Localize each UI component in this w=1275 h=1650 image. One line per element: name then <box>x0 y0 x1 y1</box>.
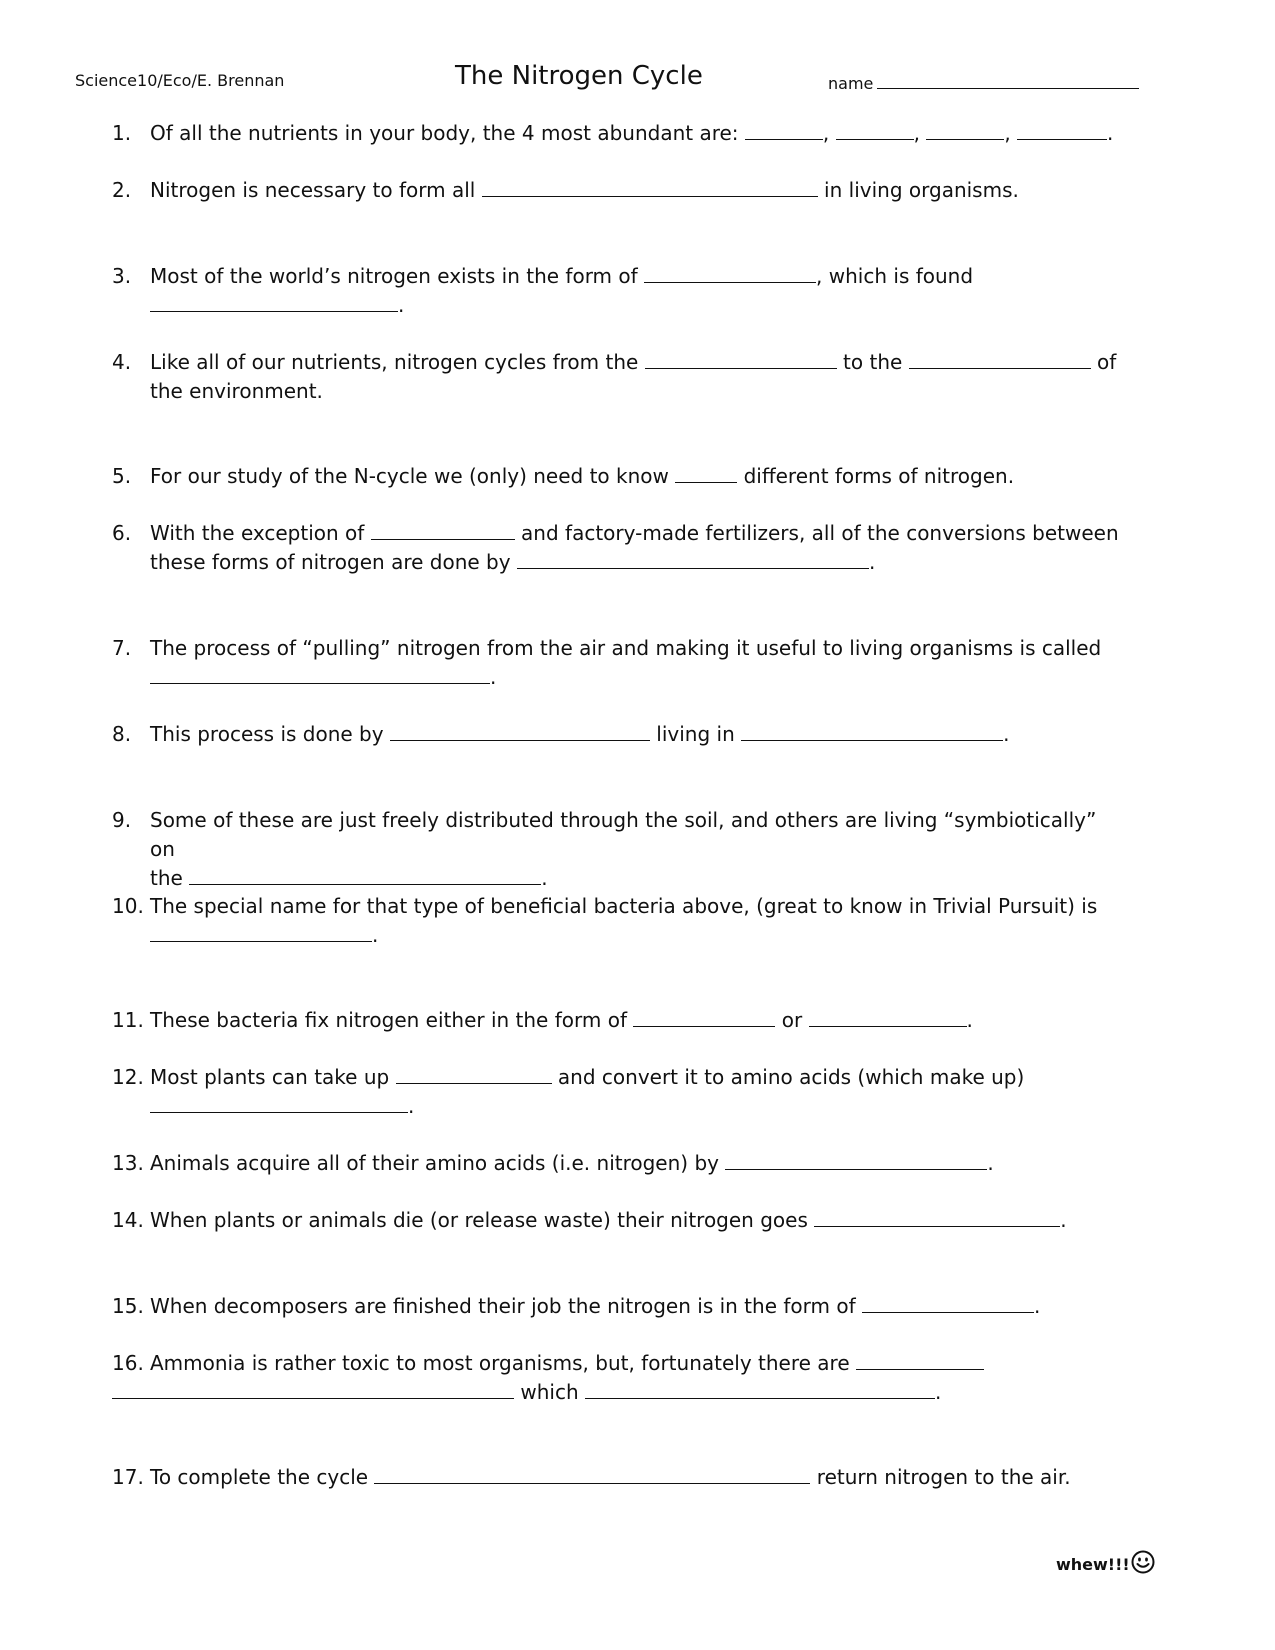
question-text: When plants or animals die (or release waste) their nitrogen goes <box>150 1208 815 1232</box>
question-text: , <box>1004 121 1018 145</box>
question-text: Of all the nutrients in your body, the 4 most abundant are: <box>150 121 745 145</box>
question-text: which <box>514 1380 585 1404</box>
question-number: 9. <box>112 808 132 832</box>
question-text: These bacteria fix nitrogen either in the form of <box>150 1008 634 1032</box>
question-text: . <box>490 665 497 689</box>
question-text: and factory-made fertilizers, all of the conversions between <box>514 521 1119 545</box>
question-text: Most plants can take up <box>150 1065 396 1089</box>
question-text: the <box>150 866 190 890</box>
question-text: , which is found <box>816 264 974 288</box>
answer-blank[interactable] <box>909 348 1091 369</box>
answer-blank[interactable] <box>150 921 372 942</box>
question-number: 4. <box>112 350 132 374</box>
question-number: 2. <box>112 178 132 202</box>
question-text: . <box>934 1380 942 1404</box>
name-label: name <box>828 74 874 93</box>
question-text: To complete the cycle <box>150 1465 375 1489</box>
question-text: Nitrogen is necessary to form all <box>150 178 482 202</box>
question-number: 17. <box>112 1465 144 1489</box>
question-number: 8. <box>112 722 132 746</box>
answer-blank[interactable] <box>396 1063 552 1084</box>
question-text: , <box>913 121 927 145</box>
question-number: 14. <box>112 1208 144 1232</box>
smiley-icon <box>1131 1550 1155 1578</box>
question-number: 10. <box>112 894 144 918</box>
question-text: living in <box>649 722 742 746</box>
question-text: Like all of our nutrients, nitrogen cycles from the <box>150 350 645 374</box>
answer-blank[interactable] <box>189 864 541 885</box>
answer-blank[interactable] <box>809 1006 967 1027</box>
question-text: return nitrogen to the air. <box>810 1465 1071 1489</box>
course-label: Science10/Eco/E. Brennan <box>75 71 285 90</box>
page-title: The Nitrogen Cycle <box>455 61 703 91</box>
question-text: . <box>372 923 379 947</box>
answer-blank[interactable] <box>644 262 816 283</box>
question-text: This process is done by <box>150 722 390 746</box>
answer-blank[interactable] <box>371 519 515 540</box>
question-number: 12. <box>112 1065 144 1089</box>
name-blank[interactable] <box>877 71 1139 89</box>
question-text: . <box>1060 1208 1067 1232</box>
answer-blank[interactable] <box>741 720 1003 741</box>
question-text: The process of “pulling” nitrogen from the air and making it useful to living organisms is called <box>150 636 1102 660</box>
question-7 <box>112 634 1122 692</box>
question-10 <box>112 892 1122 950</box>
question-number: 3. <box>112 264 132 288</box>
question-text: , <box>822 121 836 145</box>
question-text: . <box>1003 722 1010 746</box>
question-number: 5. <box>112 464 132 488</box>
question-text: of <box>1090 350 1117 374</box>
question-5 <box>112 462 1122 491</box>
question-text: Some of these are just freely distributed through the soil, and others are living “symbiotically” on <box>150 808 1097 861</box>
question-17 <box>112 1463 1122 1492</box>
question-number: 16. <box>112 1351 144 1375</box>
question-number: 6. <box>112 521 132 545</box>
question-number: 11. <box>112 1008 144 1032</box>
question-text: . <box>541 866 548 890</box>
answer-blank[interactable] <box>745 119 823 140</box>
question-15 <box>112 1292 1122 1321</box>
question-8 <box>112 720 1122 749</box>
question-text: . <box>1107 121 1114 145</box>
question-text: . <box>1033 1294 1041 1318</box>
question-16 <box>112 1349 1122 1407</box>
question-text: With the exception of <box>150 521 371 545</box>
answer-blank[interactable] <box>645 348 837 369</box>
name-field <box>828 71 1139 93</box>
question-text: . <box>408 1094 415 1118</box>
question-number: 13. <box>112 1151 144 1175</box>
question-1 <box>112 119 1122 148</box>
worksheet-header <box>0 0 1275 110</box>
question-11 <box>112 1006 1122 1035</box>
question-text: . <box>398 293 405 317</box>
question-text: . <box>868 550 876 574</box>
answer-blank[interactable] <box>836 119 914 140</box>
question-text: . <box>966 1008 973 1032</box>
question-text: these forms of nitrogen are done by <box>150 550 517 574</box>
question-number: 15. <box>112 1294 144 1318</box>
answer-blank[interactable] <box>150 663 490 684</box>
answer-blank[interactable] <box>482 176 818 197</box>
question-text: The special name for that type of beneficial bacteria above, (great to know in Trivial Pursuit) is <box>150 894 1098 918</box>
question-14 <box>112 1206 1122 1235</box>
answer-blank[interactable] <box>725 1149 987 1170</box>
answer-blank[interactable] <box>856 1349 984 1370</box>
question-text: or <box>775 1008 809 1032</box>
answer-blank[interactable] <box>150 291 398 312</box>
question-13 <box>112 1149 1122 1178</box>
question-number: 1. <box>112 121 132 145</box>
question-text: in living organisms. <box>817 178 1019 202</box>
question-number: 7. <box>112 636 132 660</box>
answer-blank[interactable] <box>633 1006 775 1027</box>
question-text: For our study of the N-cycle we (only) need to know <box>150 464 676 488</box>
whew-text: whew!!! <box>1056 1555 1130 1574</box>
question-text: . <box>987 1151 994 1175</box>
question-text: Most of the world’s nitrogen exists in the form of <box>150 264 645 288</box>
answer-blank[interactable] <box>1017 119 1107 140</box>
whew-footer <box>1056 1550 1155 1578</box>
question-text: different forms of nitrogen. <box>737 464 1015 488</box>
answer-blank[interactable] <box>150 1092 408 1113</box>
answer-blank[interactable] <box>926 119 1004 140</box>
answer-blank[interactable] <box>517 548 869 569</box>
answer-blank[interactable] <box>585 1378 935 1399</box>
question-text: When decomposers are finished their job the nitrogen is in the form of <box>150 1294 862 1318</box>
question-12 <box>112 1063 1122 1121</box>
answer-blank[interactable] <box>374 1463 810 1484</box>
answer-blank[interactable] <box>112 1378 514 1399</box>
question-3 <box>112 262 1122 320</box>
question-text: to the <box>836 350 909 374</box>
question-2 <box>112 176 1122 205</box>
question-4 <box>112 348 1122 406</box>
question-text: the environment. <box>150 379 323 403</box>
answer-blank[interactable] <box>862 1292 1034 1313</box>
question-text: Ammonia is rather toxic to most organisms, but, fortunately there are <box>150 1351 856 1375</box>
question-6 <box>112 519 1122 577</box>
answer-blank[interactable] <box>675 462 737 483</box>
question-9 <box>112 806 1122 893</box>
question-text: Animals acquire all of their amino acids (i.e. nitrogen) by <box>150 1151 726 1175</box>
answer-blank[interactable] <box>814 1206 1060 1227</box>
question-text: and convert it to amino acids (which make up) <box>551 1065 1025 1089</box>
answer-blank[interactable] <box>390 720 650 741</box>
